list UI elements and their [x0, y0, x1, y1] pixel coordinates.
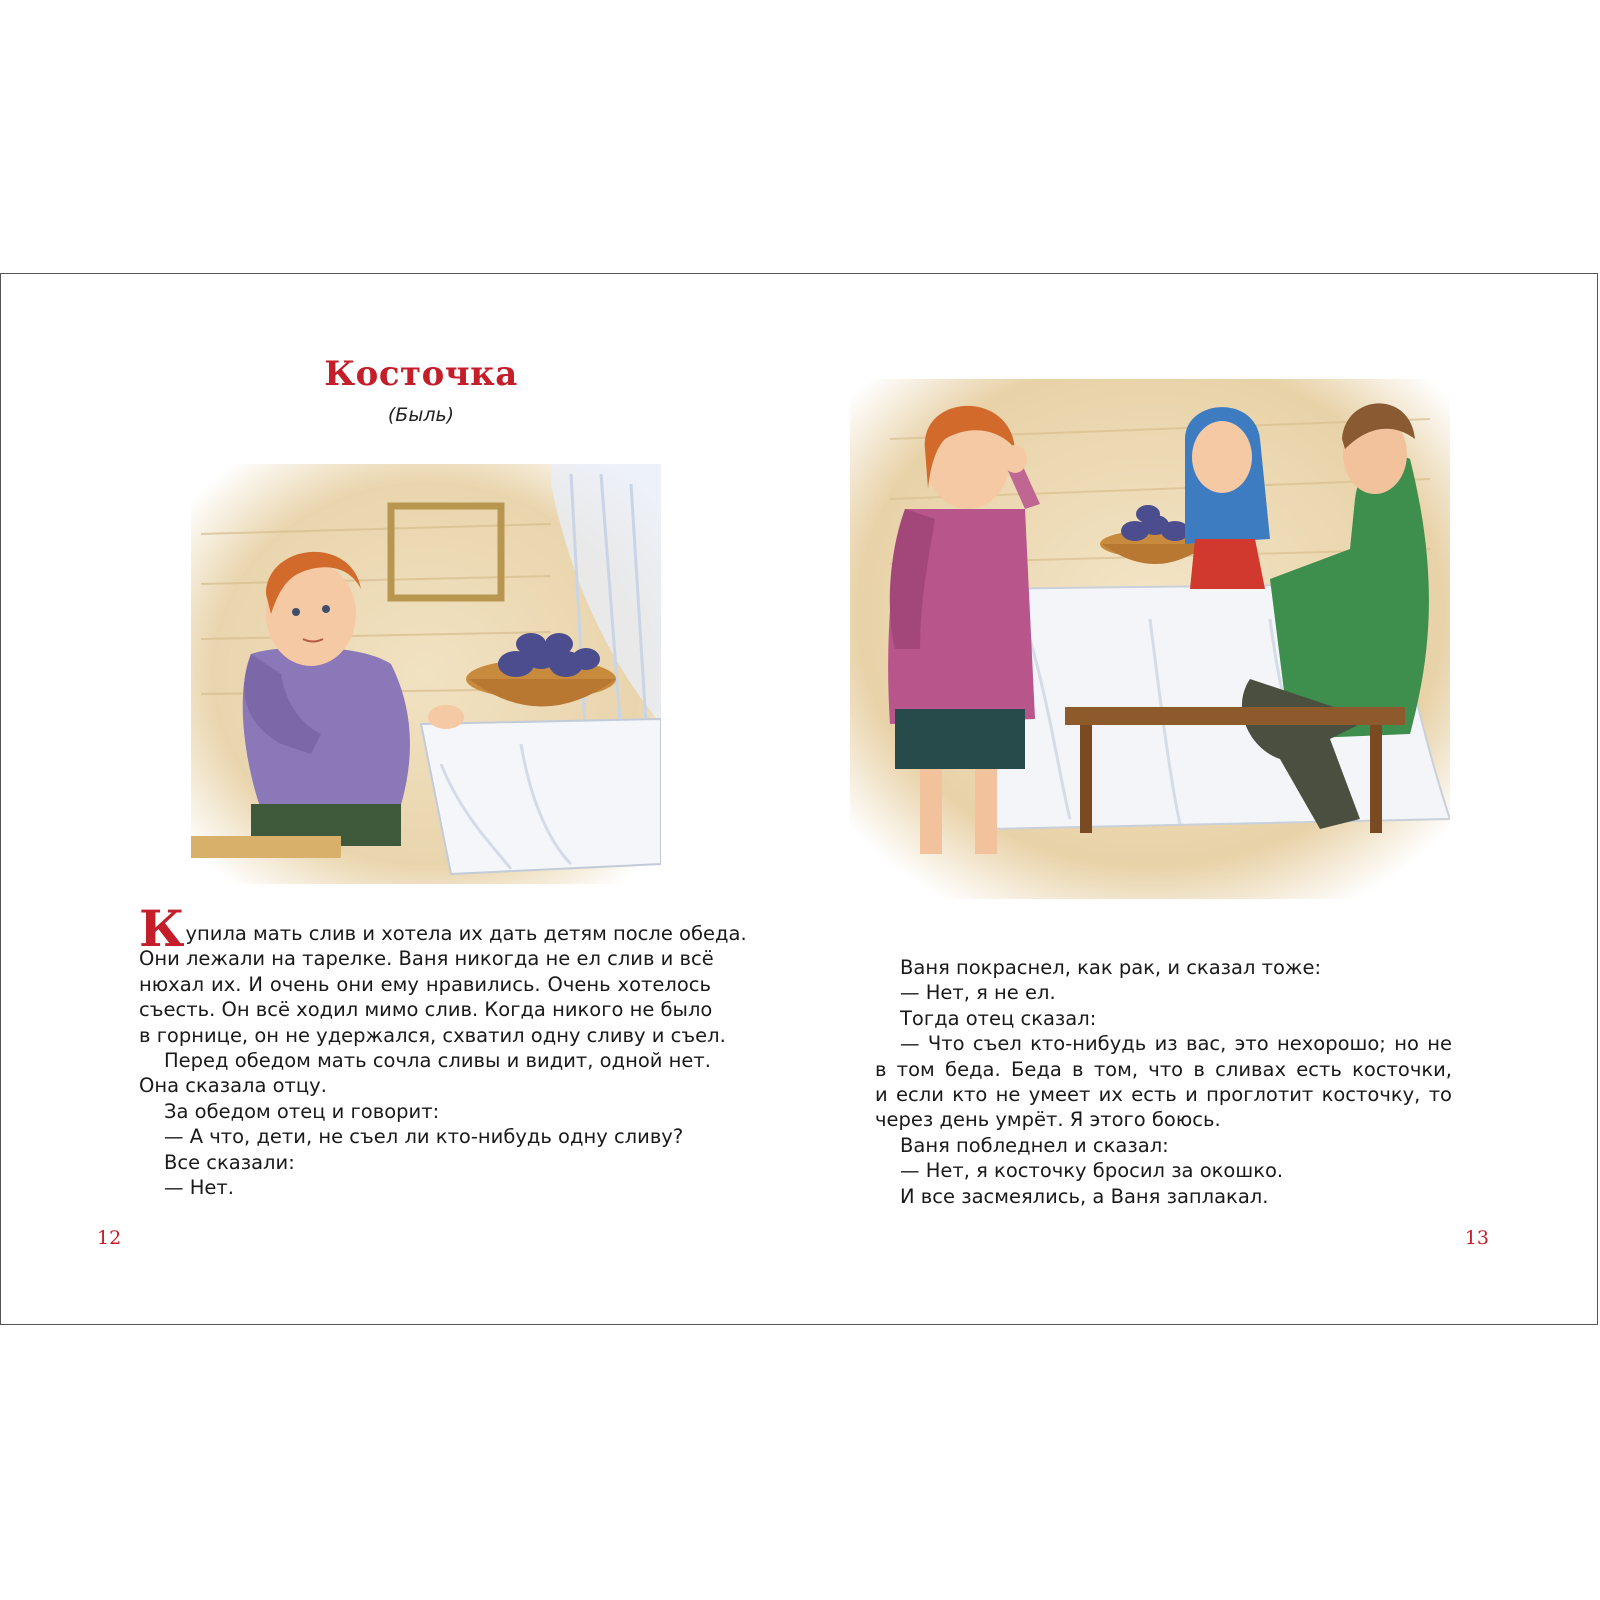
- text-line: в том беда. Беда в том, что в сливах есть косточки,: [875, 1057, 1452, 1081]
- text-line: Ваня побледнел и сказал:: [900, 1133, 1169, 1157]
- story-text-left: [139, 899, 747, 1200]
- page-number-left: 12: [97, 1227, 122, 1249]
- text-line: — Нет.: [164, 1176, 234, 1200]
- text-line: За обедом отец и говорит:: [164, 1099, 440, 1123]
- text-line: нюхал их. И очень они ему нравились. Очень хотелось: [139, 972, 711, 996]
- right-page: [800, 274, 1599, 1324]
- text-line: Все сказали:: [164, 1150, 295, 1174]
- text-line: через день умрёт. Я этого боюсь.: [875, 1108, 1221, 1132]
- text-line: Тогда отец сказал:: [900, 1006, 1097, 1030]
- text-line: — Что съел кто-нибудь из вас, это нехорошо; но не: [900, 1032, 1452, 1056]
- left-page: [1, 274, 800, 1324]
- text-line: — Нет, я не ел.: [900, 981, 1056, 1005]
- text-line: — Нет, я косточку бросил за окошко.: [900, 1159, 1284, 1183]
- text-line: Ваня покраснел, как рак, и сказал тоже:: [900, 956, 1322, 979]
- page-number-right: 13: [1464, 1227, 1489, 1249]
- story-title: Косточка: [324, 354, 518, 394]
- text-line: Купила мать слив и хотела их дать детям после обеда.: [139, 899, 747, 958]
- text-line: Перед обедом мать сочла сливы и видит, одной нет.: [164, 1049, 711, 1073]
- dropcap-letter: К: [139, 899, 185, 958]
- text-line: И все засмеялись, а Ваня заплакал.: [900, 1184, 1269, 1208]
- text-line: и если кто не умеет их есть и проглотит косточку, то: [875, 1083, 1452, 1107]
- text-line: в горнице, он не удержался, схватил одну сливу и съел.: [139, 1023, 726, 1047]
- illustration-family-at-table: [850, 379, 1450, 899]
- text-line: Они лежали на тарелке. Ваня никогда не ел слив и всё: [139, 947, 714, 971]
- illustration-boy-at-table: [191, 464, 661, 884]
- book-spread: [0, 273, 1598, 1325]
- story-subtitle: (Быль): [387, 404, 455, 426]
- text-line: — А что, дети, не съел ли кто-нибудь одну сливу?: [164, 1125, 684, 1149]
- text-line: съесть. Он всё ходил мимо слив. Когда никого не было: [139, 998, 713, 1022]
- text-line: Она сказала отцу.: [139, 1074, 327, 1098]
- story-text-right: [875, 955, 1452, 1209]
